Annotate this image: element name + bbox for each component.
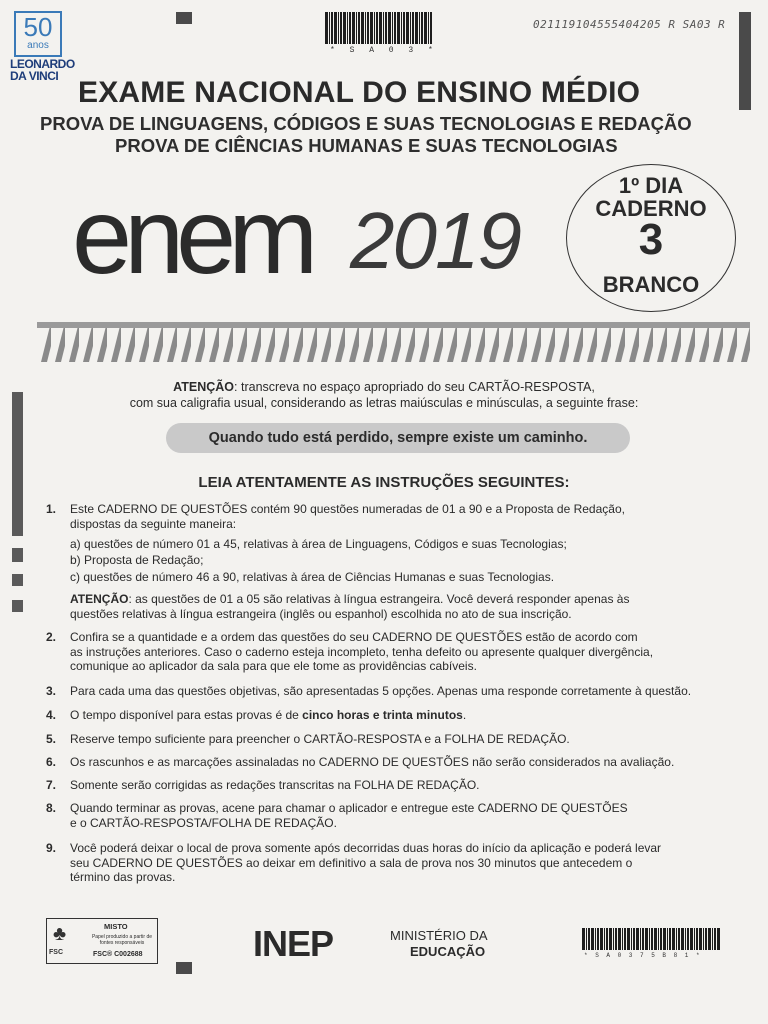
registration-mark: [12, 574, 23, 586]
barcode-bar: [421, 12, 423, 44]
barcode-bar: [379, 12, 382, 44]
fsc-code: FSC® C002688: [93, 951, 143, 958]
barcode-bar: [597, 928, 599, 950]
registration-mark: [12, 392, 23, 536]
badge-caderno: CADERNO: [595, 196, 707, 221]
barcode-bar: [667, 928, 668, 950]
barcode-bar: [419, 12, 420, 44]
barcode-bar: [410, 12, 411, 44]
barcode-bar: [588, 928, 590, 950]
barcode-bar: [669, 928, 671, 950]
registration-mark: [739, 12, 751, 110]
barcode-bottom: [582, 928, 722, 950]
barcode-bar: [383, 12, 384, 44]
barcode-bar: [385, 12, 387, 44]
badge-day: 1º DIA: [618, 173, 684, 198]
barcode-bar: [649, 928, 650, 950]
barcode-bar: [685, 928, 686, 950]
fsc-misto: MISTO: [104, 922, 128, 931]
instruction-item: 1. Este CADERNO DE QUESTÕES contém 90 questões numeradas de 01 a 90 e a Proposta de Redação, dispostas da seguinte maneira:: [46, 502, 625, 531]
registration-mark: [176, 12, 192, 24]
barcode-bar: [338, 12, 339, 44]
barcode-bar: [367, 12, 369, 44]
enem-year: 2019: [350, 196, 520, 285]
exam-subtitle-1: PROVA DE LINGUAGENS, CÓDIGOS E SUAS TECNOLOGIAS E REDAÇÃO: [40, 113, 692, 134]
barcode-bar: [582, 928, 585, 950]
barcode-bar: [329, 12, 330, 44]
instruction-item: 6. Os rascunhos e as marcações assinaladas no CADERNO DE QUESTÕES não serão considerados na avaliação.: [46, 755, 675, 769]
barcode-bar: [591, 928, 594, 950]
registration-mark: [12, 548, 23, 562]
barcode-bar: [352, 12, 355, 44]
barcode-bar: [361, 12, 364, 44]
barcode-bar: [349, 12, 351, 44]
barcode-bar: [636, 928, 639, 950]
barcode-bar: [708, 928, 711, 950]
barcode-bar: [365, 12, 366, 44]
serial-number: 021119104555404205 R SA03 R: [533, 18, 726, 31]
barcode-bar: [714, 928, 716, 950]
barcode-bar: [690, 928, 693, 950]
barcode-bar: [627, 928, 630, 950]
barcode-bar: [696, 928, 698, 950]
barcode-bar: [394, 12, 396, 44]
logo-anos: anos: [27, 40, 49, 51]
instruction-item: 9. Você poderá deixar o local de prova somente após decorridas duas horas do início da aplicação e poderá levar seu CADERNO DE QUESTÕES ao deixar em definitivo a sala de prova nos 30 minutos que antecedem o término das provas.: [46, 841, 662, 884]
barcode-bar: [631, 928, 632, 950]
attention-line-2: com sua caligrafia usual, considerando as letras maiúsculas e minúsculas, a seguinte frase:: [129, 396, 639, 410]
barcode-bar: [651, 928, 653, 950]
barcode-bar: [343, 12, 346, 44]
barcode-bar: [406, 12, 409, 44]
instruction-item: 8. Quando terminar as provas, acene para chamar o aplicador e entregue este CADERNO DE QUESTÕES e o CARTÃO-RESPOSTA/FOLHA DE REDAÇÃO.: [46, 801, 628, 830]
barcode-bar: [392, 12, 393, 44]
barcode-bar: [586, 928, 587, 950]
badge-color: BRANCO: [602, 272, 700, 297]
barcode-bar: [618, 928, 621, 950]
barcode-bar: [376, 12, 378, 44]
booklet-badge: [566, 164, 736, 312]
barcode-top: [325, 12, 435, 44]
barcode-bar: [624, 928, 626, 950]
enem-logo: enem: [72, 175, 311, 296]
barcode-bar: [428, 12, 429, 44]
inep-logo: INEP: [253, 923, 334, 964]
barcode-bar: [681, 928, 684, 950]
ministry-line-2: EDUCAÇÃO: [410, 944, 486, 959]
instruction-item: 4. O tempo disponível para estas provas é de cinco horas e trinta minutos.: [46, 708, 467, 722]
instructions-title: LEIA ATENTAMENTE AS INSTRUÇÕES SEGUINTES:: [198, 474, 570, 491]
barcode-bar: [397, 12, 400, 44]
logo-number: 50: [23, 12, 53, 42]
barcode-bar: [370, 12, 373, 44]
fsc-description: Papel produzido a partir de fontes responsáveis: [91, 934, 153, 946]
barcode-bar: [613, 928, 614, 950]
barcode-bottom-caption: * S A 0 3 7 5 B 8 1 *: [584, 952, 702, 959]
barcode-bar: [645, 928, 648, 950]
barcode-bar: [358, 12, 360, 44]
barcode-bar: [676, 928, 677, 950]
registration-mark: [12, 600, 23, 612]
barcode-bar: [654, 928, 657, 950]
fsc-label: [46, 918, 158, 964]
barcode-bar: [334, 12, 337, 44]
barcode-bar: [658, 928, 659, 950]
ministry-line-1: MINISTÉRIO DA: [390, 928, 488, 943]
instruction-sub-b: b) Proposta de Redação;: [70, 553, 204, 567]
barcode-bar: [640, 928, 641, 950]
instruction-sub-a: a) questões de número 01 a 45, relativas à área de Linguagens, Códigos e suas Tecnologias;: [70, 537, 567, 551]
barcode-bar: [600, 928, 603, 950]
tree-icon: ♣: [53, 923, 67, 945]
barcode-bar: [672, 928, 675, 950]
barcode-bar: [430, 12, 432, 44]
barcode-bar: [424, 12, 427, 44]
barcode-bar: [388, 12, 391, 44]
barcode-bar: [325, 12, 328, 44]
barcode-bar: [660, 928, 662, 950]
barcode-bar: [356, 12, 357, 44]
exam-title: EXAME NACIONAL DO ENSINO MÉDIO: [78, 76, 641, 109]
fsc-text: FSC: [49, 949, 63, 956]
anniversary-logo: [14, 11, 62, 57]
barcode-bar: [712, 928, 713, 950]
barcode-bar: [705, 928, 707, 950]
barcode-bar: [678, 928, 680, 950]
instruction-item: 2. Confira se a quantidade e a ordem das questões do seu CADERNO DE QUESTÕES estão de acordo com as instruções anteriores. Caso o caderno esteja incompleto, tenha defeito ou apresente qualquer divergência, comunique ao aplicador da sala para que ele tome as providências cabíveis.: [46, 630, 654, 673]
barcode-bar: [699, 928, 702, 950]
stripe-band: [37, 322, 750, 362]
barcode-bar: [609, 928, 612, 950]
barcode-bar: [412, 12, 414, 44]
badge-number: 3: [638, 215, 664, 264]
barcode-top-caption: * S A 0 3 *: [330, 46, 438, 55]
instruction-item: 7. Somente serão corrigidas as redações transcritas na FOLHA DE REDAÇÃO.: [46, 778, 480, 792]
registration-mark: [176, 962, 192, 974]
barcode-bar: [331, 12, 333, 44]
barcode-bar: [347, 12, 348, 44]
barcode-bar: [403, 12, 405, 44]
instruction-attention: ATENÇÃO: as questões de 01 a 05 são relativas à língua estrangeira. Você deverá responder apenas às questões relativas à língua estrangeira (inglês ou espanhol) escolhida no ato de sua inscrição.: [70, 592, 630, 621]
barcode-bar: [401, 12, 402, 44]
barcode-bar: [615, 928, 617, 950]
instruction-item: 5. Reserve tempo suficiente para preencher o CARTÃO-RESPOSTA e a FOLHA DE REDAÇÃO.: [46, 732, 570, 746]
barcode-bar: [595, 928, 596, 950]
instruction-item: 3. Para cada uma das questões objetivas, são apresentadas 5 opções. Apenas uma responde corretamente à questão.: [46, 684, 692, 698]
logo-name: LEONARDO DA VINCI: [10, 57, 75, 83]
barcode-bar: [622, 928, 623, 950]
barcode-bar: [606, 928, 608, 950]
barcode-bar: [687, 928, 689, 950]
barcode-bar: [663, 928, 666, 950]
copy-phrase: Quando tudo está perdido, sempre existe um caminho.: [166, 423, 630, 453]
barcode-bar: [415, 12, 418, 44]
barcode-bar: [642, 928, 644, 950]
instruction-sub-c: c) questões de número 46 a 90, relativas à área de Ciências Humanas e suas Tecnologias.: [70, 570, 555, 584]
barcode-bar: [703, 928, 704, 950]
barcode-bar: [374, 12, 375, 44]
attention-line-1: ATENÇÃO: transcreva no espaço apropriado do seu CARTÃO-RESPOSTA,: [173, 380, 595, 394]
barcode-bar: [717, 928, 720, 950]
exam-subtitle-2: PROVA DE CIÊNCIAS HUMANAS E SUAS TECNOLOGIAS: [115, 135, 618, 156]
barcode-bar: [633, 928, 635, 950]
barcode-bar: [340, 12, 342, 44]
barcode-bar: [604, 928, 605, 950]
barcode-bar: [694, 928, 695, 950]
